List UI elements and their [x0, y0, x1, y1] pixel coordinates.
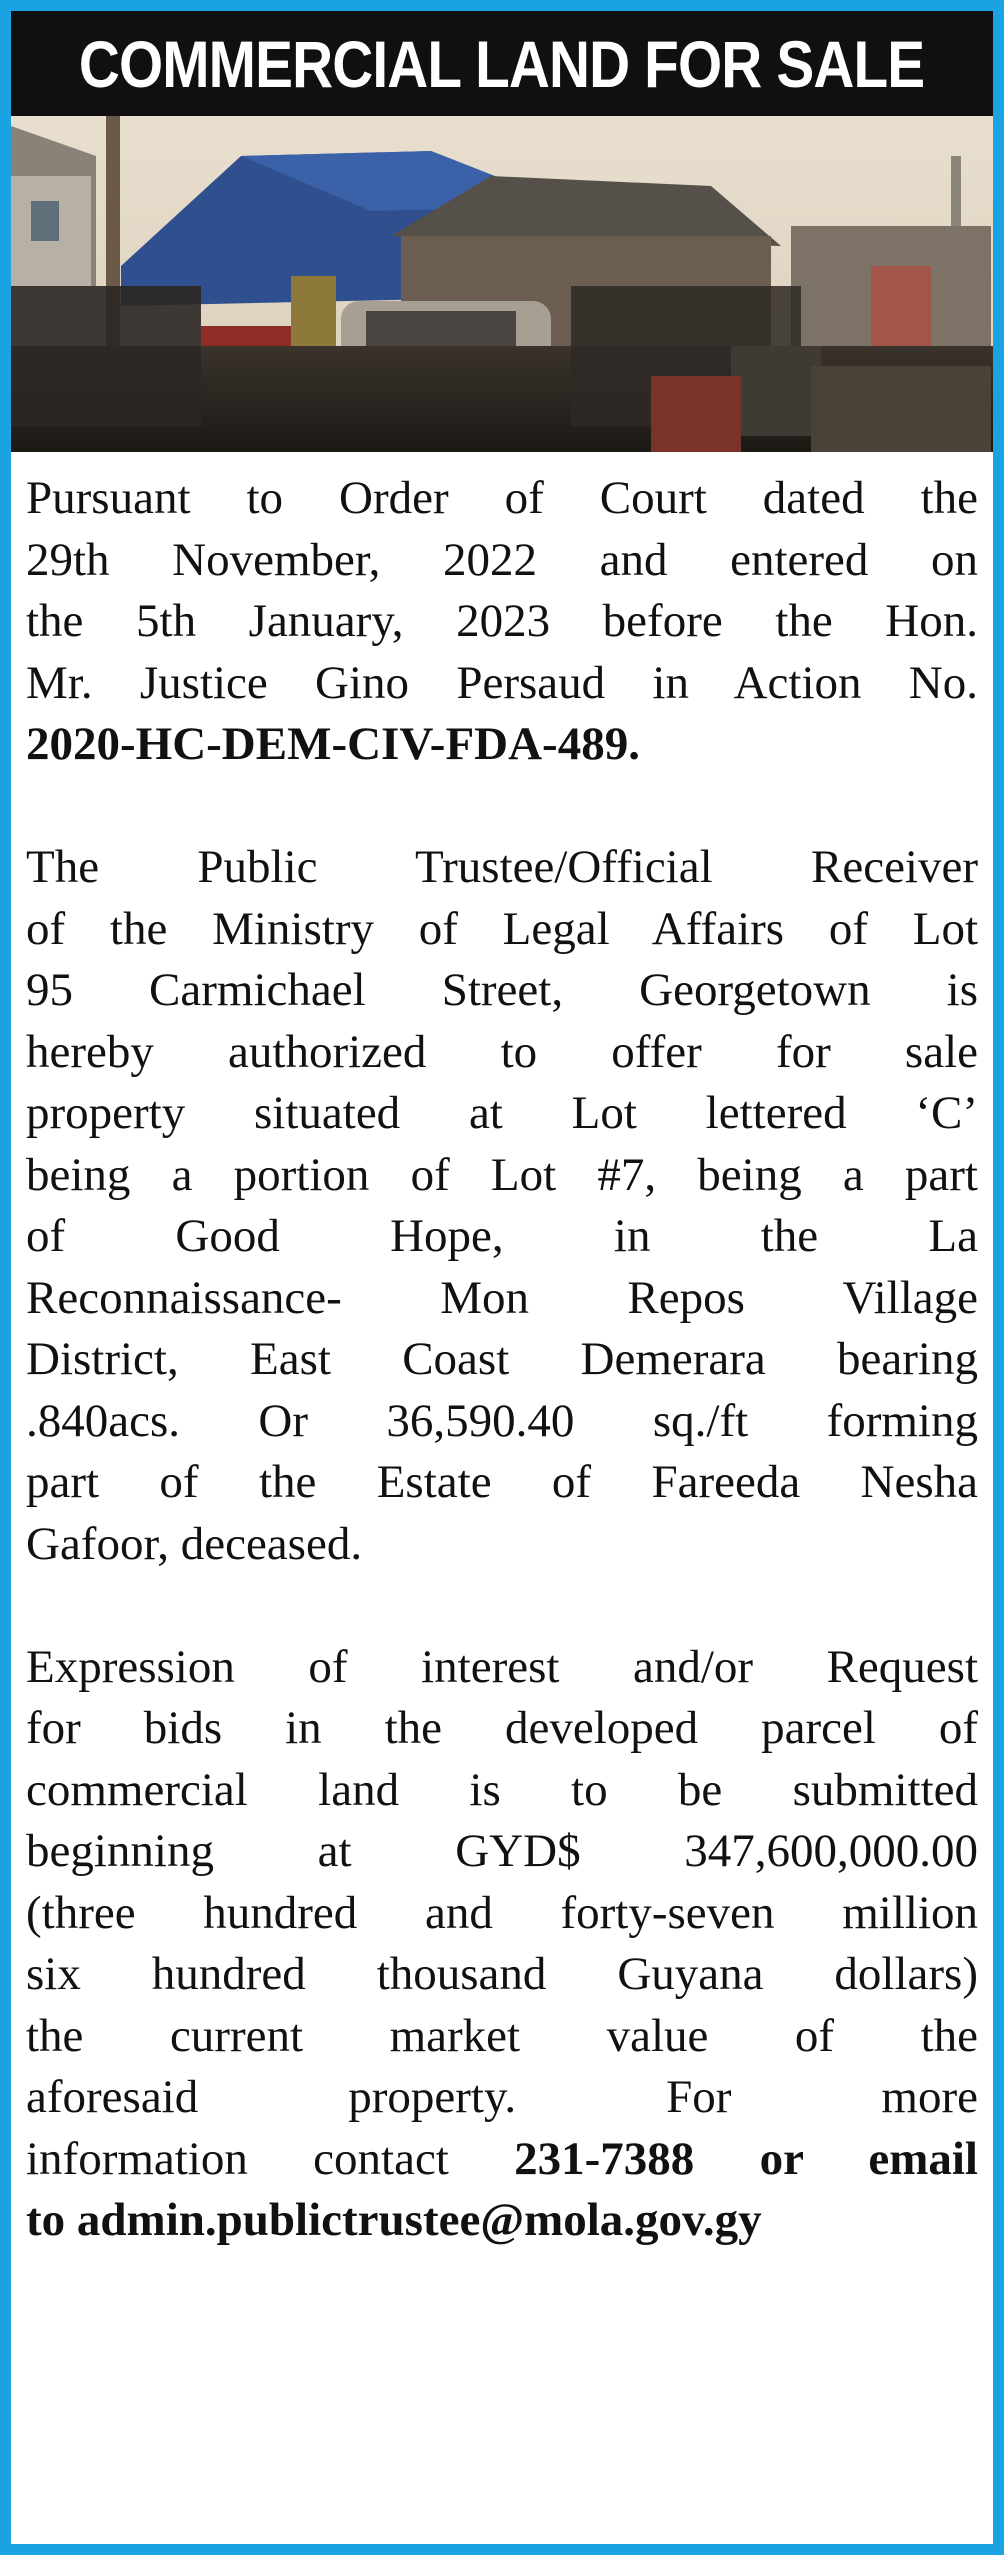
text-line: six hundred thousand Guyana dollars): [26, 1948, 978, 2000]
contact-phone: 231-7388 or email: [514, 2132, 978, 2185]
text-line: 29th November, 2022 and entered on: [26, 533, 978, 586]
text-line: part of the Estate of Fareeda Nesha: [26, 1456, 978, 1508]
text-line: of the Ministry of Legal Affairs of Lot: [26, 902, 978, 955]
contact-line: [26, 2129, 978, 2191]
paragraph-property: [26, 837, 978, 1575]
text-line: The Public Trustee/Official Receiver: [26, 841, 978, 893]
case-number: 2020-HC-DEM-CIV-FDA-489.: [26, 718, 640, 770]
header-banner: [11, 11, 993, 116]
notice-body: [26, 468, 978, 2252]
text-line: District, East Coast Demerara bearing: [26, 1333, 978, 1385]
text-line: for bids in the developed parcel of: [26, 1702, 978, 1754]
text-line: commercial land is to be submitted: [26, 1763, 978, 1816]
page-title: COMMERCIAL LAND FOR SALE: [79, 26, 925, 101]
text-line: the 5th January, 2023 before the Hon.: [26, 595, 978, 647]
property-photo: [11, 116, 993, 452]
text-line: Expression of interest and/or Request: [26, 1640, 978, 1693]
text-line: the current market value of the: [26, 2009, 978, 2062]
text-line: (three hundred and forty-seven million: [26, 1886, 978, 1939]
text-line: aforesaid property. For more: [26, 2071, 978, 2123]
text-line: Pursuant to Order of Court dated the: [26, 472, 978, 524]
text-line: .840acs. Or 36,590.40 sq./ft forming: [26, 1394, 978, 1447]
text-line: hereby authorized to offer for sale: [26, 1025, 978, 1078]
text-line: of Good Hope, in the La: [26, 1210, 978, 1262]
contact-label: information contact: [26, 2132, 515, 2185]
paragraph-court-order: [26, 468, 978, 776]
paragraph-bids: [26, 1637, 978, 2252]
text-line: Mr. Justice Gino Persaud in Action No.: [26, 656, 978, 709]
text-line: property situated at Lot lettered ‘C’: [26, 1087, 978, 1139]
text-line: beginning at GYD$ 347,600,000.00: [26, 1825, 978, 1877]
text-line: Reconnaissance- Mon Repos Village: [26, 1271, 978, 1324]
contact-email[interactable]: to admin.publictrustee@mola.gov.gy: [26, 2194, 762, 2246]
text-line: Gafoor, deceased.: [26, 1517, 363, 1570]
text-line: being a portion of Lot #7, being a part: [26, 1148, 978, 1201]
text-line: 95 Carmichael Street, Georgetown is: [26, 964, 978, 1016]
